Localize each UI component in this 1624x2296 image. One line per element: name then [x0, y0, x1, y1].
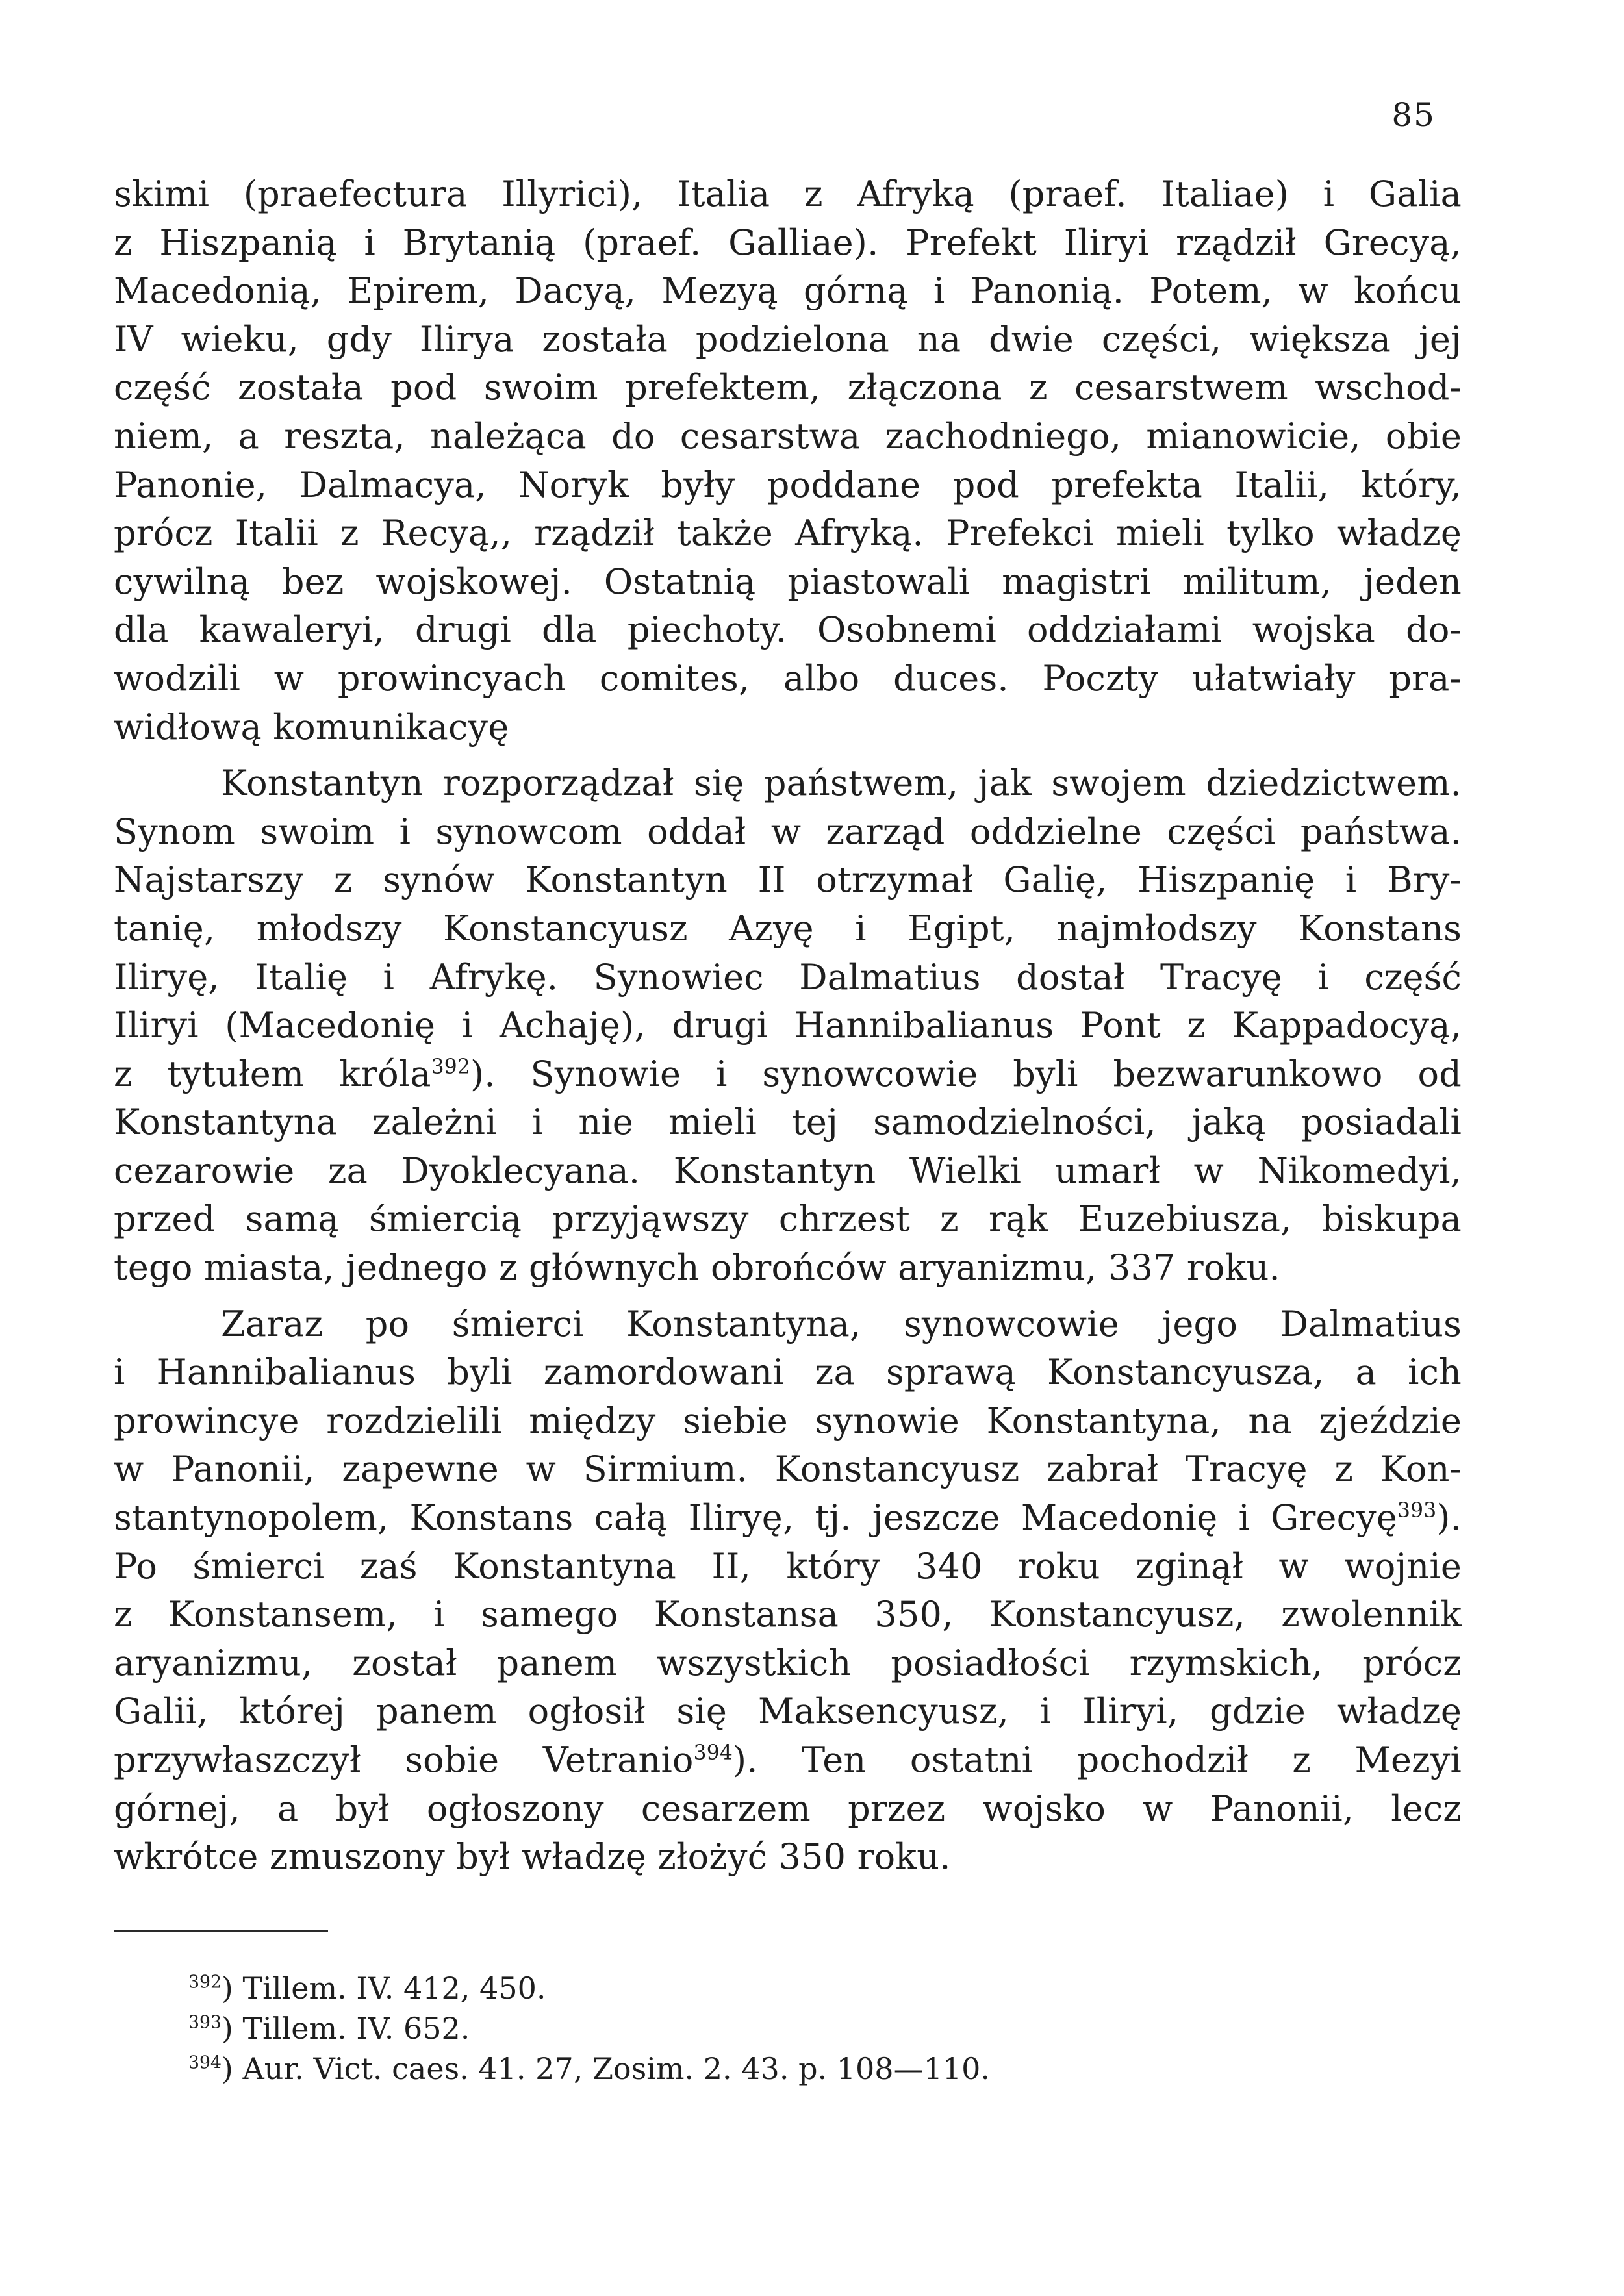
footnote-divider [114, 1930, 328, 1932]
text-line: wodzili w prowincyach comites, albo duces. Poczty ułatwiały pra- [114, 657, 1462, 699]
text-line: Macedonią, Epirem, Dacyą, Mezyą górną i Panonią. Potem, w końcu [114, 270, 1462, 312]
text-line: niem, a reszta, należąca do cesarstwa zachodniego, mianowicie, obie [114, 415, 1462, 457]
text-line: Najstarszy z synów Konstantyn II otrzymał Galię, Hiszpanię i Bry- [114, 859, 1462, 901]
footnote-ref[interactable]: 394 [693, 1741, 733, 1765]
text-line: cezarowie za Dyoklecyana. Konstantyn Wielki umarł w Nikomedyi, [114, 1150, 1462, 1191]
footnote-ref[interactable]: 393 [1397, 1499, 1437, 1523]
text-line: Iliryi (Macedonię i Achaję), drugi Hannibalianus Pont z Kappadocyą, [114, 1005, 1462, 1046]
text-line [114, 1494, 1462, 1543]
text-segment: ). Synowie i synowcowie byli bezwarunkowo od [470, 1053, 1462, 1094]
text-line: Konstantyn rozporządzał się państwem, jak swojem dziedzictwem. [221, 763, 1462, 804]
text-segment: ). Ten ostatni pochodził z Mezyi [733, 1739, 1462, 1780]
text-line: prócz Italii z Recyą,, rządził także Afryką. Prefekci mieli tylko władzę [114, 512, 1462, 554]
footnote [188, 1968, 1228, 2008]
footnote-text: ) Tillem. IV. 652. [221, 2011, 470, 2046]
footnotes [188, 1968, 1228, 2089]
text-line: tanię, młodszy Konstancyusz Azyę i Egipt, najmłodszy Konstans [114, 907, 1462, 949]
footnote-mark: 392 [188, 1972, 222, 1993]
text-line: IV wieku, gdy Ilirya została podzielona na dwie części, większa jej [114, 318, 1462, 360]
page-number: 85 [1391, 96, 1436, 134]
text-line: i Hannibalianus byli zamordowani za sprawą Konstancyusza, a ich [114, 1352, 1462, 1393]
text-line: widłową komunikacyę [114, 706, 509, 748]
text-line: cywilną bez wojskowej. Ostatnią piastowali magistri militum, jeden [114, 561, 1462, 602]
text-line: Iliryę, Italię i Afrykę. Synowiec Dalmatius dostał Tracyę i część [114, 956, 1462, 998]
text-line: dla kawaleryi, drugi dla piechoty. Osobnemi oddziałami wojska do- [114, 609, 1462, 651]
text-line: przed samą śmiercią przyjąwszy chrzest z rąk Euzebiusza, biskupa [114, 1198, 1462, 1240]
footnote-mark: 394 [188, 2052, 222, 2073]
text-line [114, 1736, 1462, 1785]
footnote-ref[interactable]: 392 [431, 1055, 471, 1079]
text-line: z Hiszpanią i Brytanią (praef. Galliae). Prefekt Iliryi rządził Grecyą, [114, 221, 1462, 263]
text-segment: z tytułem króla [114, 1053, 431, 1094]
text-line: aryanizmu, został panem wszystkich posiadłości rzymskich, prócz [114, 1642, 1462, 1684]
text-line: górnej, a był ogłoszony cesarzem przez wojsko w Panonii, lecz [114, 1787, 1462, 1829]
text-line: część została pod swoim prefektem, złączona z cesarstwem wschod- [114, 367, 1462, 409]
footnote-mark: 393 [188, 2012, 222, 2033]
text-segment: ). [1436, 1497, 1462, 1539]
text-line: Synom swoim i synowcom oddał w zarząd oddzielne części państwa. [114, 811, 1462, 852]
text-line: wkrótce zmuszony był władzę złożyć 350 roku. [114, 1836, 951, 1878]
text-segment: przywłaszczył sobie Vetranio [114, 1739, 694, 1780]
text-line [114, 1050, 1462, 1099]
body-text [114, 170, 1462, 1882]
text-segment: stantynopolem, Konstans całą Iliryę, tj. jeszcze Macedonię i Grecyę [114, 1497, 1397, 1539]
text-line: Zaraz po śmierci Konstantyna, synowcowie jego Dalmatius [221, 1303, 1462, 1344]
text-line: Galii, której panem ogłosił się Maksencyusz, i Iliryi, gdzie władzę [114, 1691, 1462, 1732]
footnote [188, 2049, 1228, 2089]
footnote-text: ) Aur. Vict. caes. 41. 27, Zosim. 2. 43. p. 108—110. [221, 2051, 990, 2086]
text-line: w Panonii, zapewne w Sirmium. Konstancyusz zabrał Tracyę z Kon- [114, 1448, 1462, 1490]
footnote [188, 2008, 1228, 2049]
text-line: prowincye rozdzielili między siebie synowie Konstantyna, na zjeździe [114, 1400, 1462, 1441]
text-line: Konstantyna zależni i nie mieli tej samodzielności, jaką posiadali [114, 1102, 1462, 1143]
text-line: Panonie, Dalmacya, Noryk były poddane pod prefekta Italii, który, [114, 464, 1462, 505]
footnote-text: ) Tillem. IV. 412, 450. [221, 1971, 546, 2006]
text-line: skimi (praefectura Illyrici), Italia z Afryką (praef. Italiae) i Galia [114, 173, 1462, 214]
text-line: tego miasta, jednego z głównych obrońców aryanizmu, 337 roku. [114, 1247, 1280, 1289]
text-line: z Konstansem, i samego Konstansa 350, Konstancyusz, zwolennik [114, 1594, 1462, 1635]
text-line: Po śmierci zaś Konstantyna II, który 340 roku zginął w wojnie [114, 1545, 1462, 1587]
